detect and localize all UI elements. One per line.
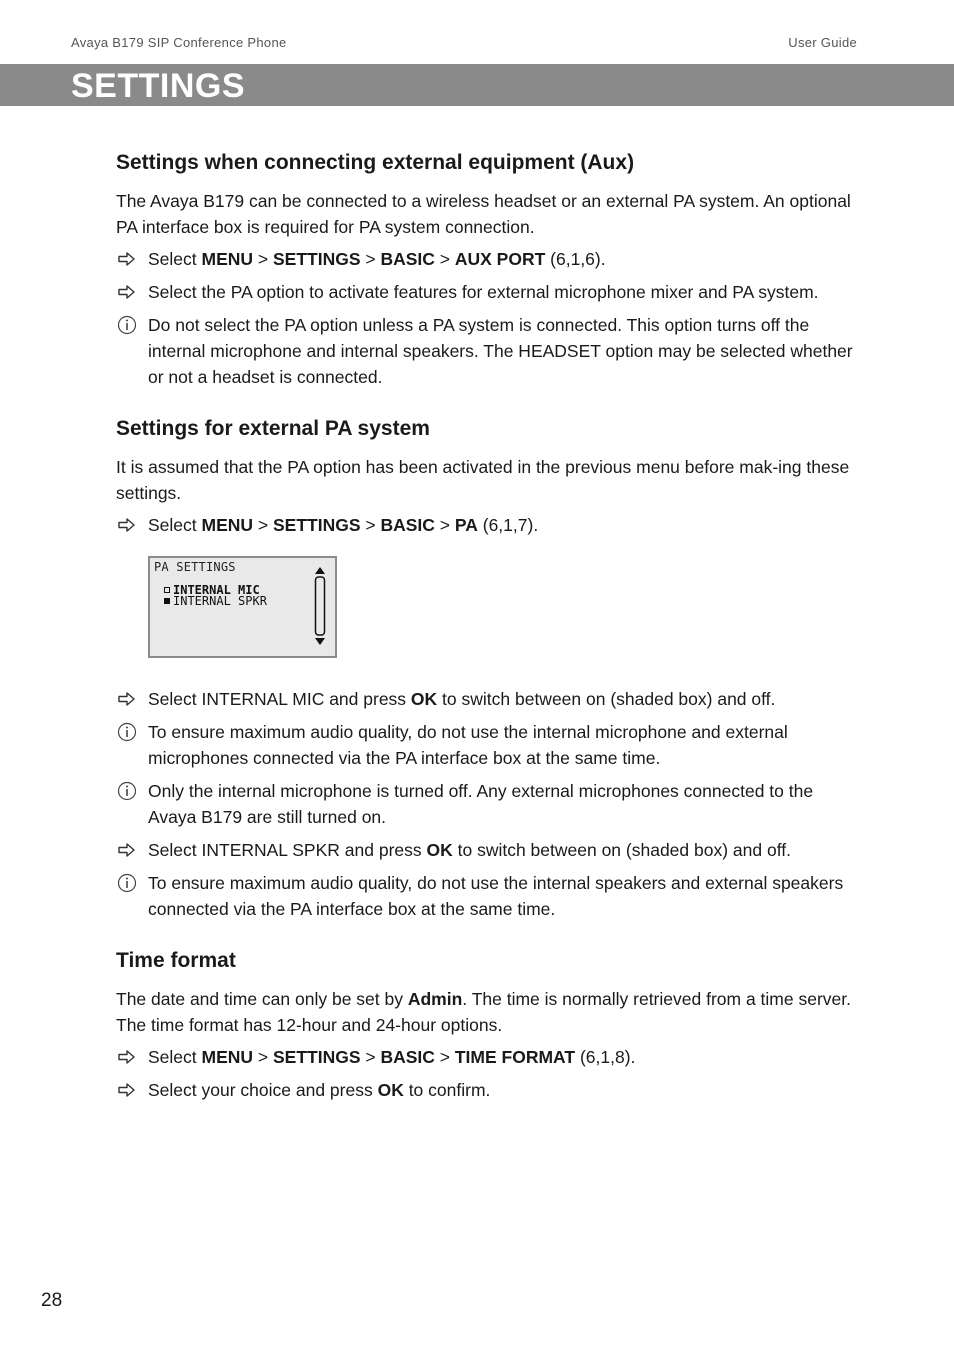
lcd-checkbox-filled — [164, 598, 170, 604]
info-icon — [116, 780, 138, 802]
step-item: Select your choice and press OK to confirm. — [116, 1077, 856, 1103]
section-aux — [116, 150, 856, 390]
step-item: Select INTERNAL MIC and press OK to switch between on (shaded box) and off. — [116, 686, 856, 712]
arrow-icon — [116, 281, 138, 303]
section-intro: The Avaya B179 can be connected to a wireless headset or an external PA system. An optional PA interface box is required for PA system connection. — [116, 191, 851, 237]
section-heading: Settings for external PA system — [116, 417, 430, 440]
arrow-icon — [116, 839, 138, 861]
step-item: Select MENU > SETTINGS > BASIC > PA (6,1,7). — [116, 512, 856, 538]
step-item: Select MENU > SETTINGS > BASIC > AUX PORT (6,1,6). — [116, 246, 856, 272]
note-item: To ensure maximum audio quality, do not use the internal speakers and external speakers connected via the PA interface box at the same time. — [116, 870, 856, 922]
arrow-icon — [116, 1046, 138, 1068]
header-guide-label: User Guide — [788, 35, 857, 50]
note-item: Do not select the PA option unless a PA system is connected. This option turns off the internal microphone and internal speakers. The HEADSET option may be selected whether or not a headset is connected. — [116, 312, 856, 390]
section-intro: It is assumed that the PA option has been activated in the previous menu before mak-ing these settings. — [116, 457, 850, 503]
section-heading: Settings when connecting external equipment (Aux) — [116, 151, 635, 174]
info-icon — [116, 314, 138, 336]
section-heading: Time format — [116, 949, 236, 972]
lcd-option-internal-mic: INTERNAL MIC — [164, 584, 260, 596]
step-item: Select the PA option to activate features for external microphone mixer and PA system. — [116, 279, 856, 305]
step-item: Select INTERNAL SPKR and press OK to switch between on (shaded box) and off. — [116, 837, 856, 863]
lcd-scrollbar-icon — [313, 566, 327, 646]
info-icon — [116, 721, 138, 743]
step-item: Select MENU > SETTINGS > BASIC > TIME FORMAT (6,1,8). — [116, 1044, 856, 1070]
note-item: Only the internal microphone is turned off. Any external microphones connected to the Avaya B179 are still turned on. — [116, 778, 856, 830]
arrow-icon — [116, 1079, 138, 1101]
section-pa-system — [116, 416, 856, 922]
lcd-screen — [148, 556, 337, 658]
page-number: 28 — [41, 1290, 63, 1311]
section-intro: The date and time can only be set by Admin. The time is normally retrieved from a time server. The time format has 12-hour and 24-hour options. — [116, 989, 851, 1035]
page-content — [116, 150, 856, 1129]
lcd-checkbox-empty — [164, 587, 170, 593]
lcd-title: PA SETTINGS — [154, 560, 236, 574]
info-icon — [116, 872, 138, 894]
header-document-title: Avaya B179 SIP Conference Phone — [71, 35, 287, 50]
banner-title: SETTINGS — [71, 67, 246, 105]
lcd-option-internal-spkr: INTERNAL SPKR — [164, 595, 267, 607]
arrow-icon — [116, 688, 138, 710]
section-banner — [0, 64, 954, 106]
section-time-format — [116, 948, 856, 1103]
arrow-icon — [116, 248, 138, 270]
arrow-icon — [116, 514, 138, 536]
note-item: To ensure maximum audio quality, do not use the internal microphone and external microphones connected via the PA interface box at the same time. — [116, 719, 856, 771]
